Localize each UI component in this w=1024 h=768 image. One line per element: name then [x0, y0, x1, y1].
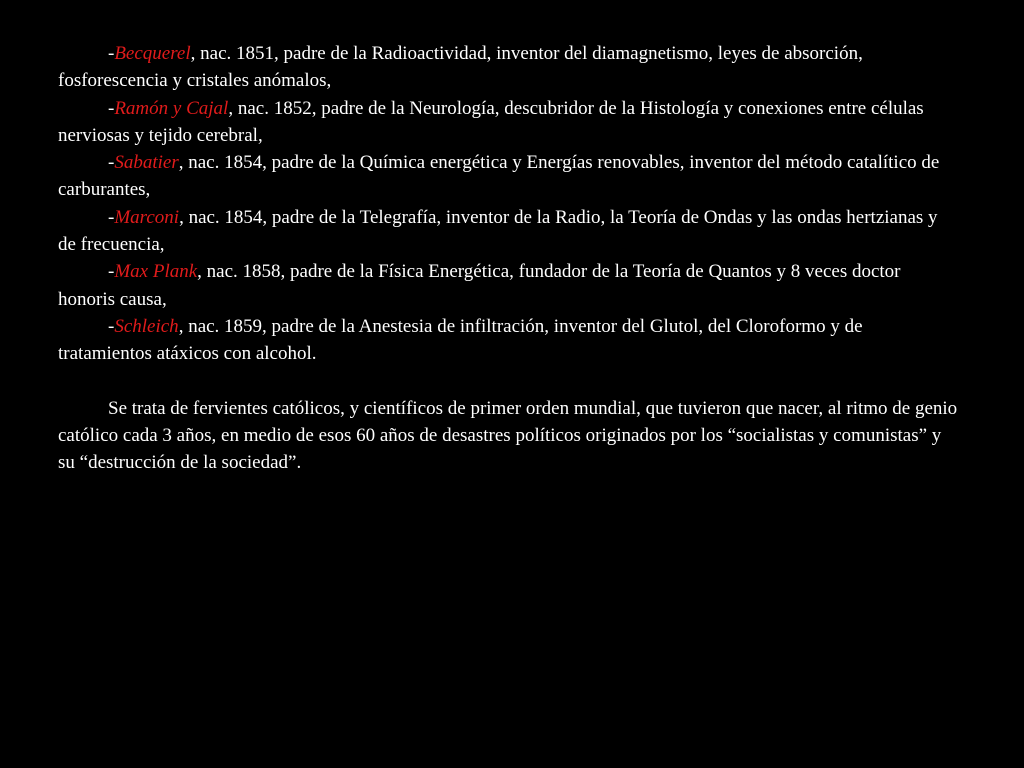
scientist-name-ramon-y-cajal: Ramón y Cajal — [114, 97, 229, 119]
entry-description: , nac. 1854, padre de la Química energética y Energías renovables, inventor del método catalítico de carburantes, — [58, 152, 940, 201]
entry-description: , nac. 1859, padre de la Anestesia de infiltración, inventor del Glutol, del Cloroformo y de tratamientos atáxicos con alcohol. — [58, 315, 863, 365]
entry-becquerel — [58, 40, 958, 95]
entry-prefix: - — [108, 206, 115, 228]
text-block — [58, 40, 958, 476]
entry-ramon-y-cajal — [58, 95, 958, 150]
entry-sabatier — [58, 149, 958, 204]
entry-prefix: - — [108, 43, 115, 64]
scientist-name-marconi: Marconi — [114, 206, 180, 228]
entry-description: , nac. 1851, padre de la Radioactividad, inventor del diamagnetismo, leyes de absorción, fosforescencia y cristales anómalos, — [58, 43, 863, 92]
entry-description: , nac. 1858, padre de la Física Energética, fundador de la Teoría de Quantos y 8 veces doctor honoris causa, — [58, 261, 901, 310]
entry-prefix: - — [108, 97, 115, 119]
scientist-name-max-plank: Max Plank — [114, 261, 198, 283]
entry-schleich — [58, 313, 958, 368]
closing-paragraph: Se trata de fervientes católicos, y científicos de primer orden mundial, que tuvieron que nacer, al ritmo de genio católico cada 3 años, en medio de esos 60 años de desastres políticos originados por los “socialistas y comunistas” y su “destrucción de la sociedad”. — [58, 397, 958, 474]
scientist-name-schleich: Schleich — [114, 315, 179, 337]
entry-prefix: - — [108, 261, 115, 283]
scientist-name-becquerel: Becquerel — [114, 43, 191, 64]
entry-max-plank — [58, 258, 958, 313]
entry-prefix: - — [108, 315, 115, 337]
entry-description: , nac. 1854, padre de la Telegrafía, inventor de la Radio, la Teoría de Ondas y las ondas hertzianas y de frecuencia, — [58, 206, 938, 256]
entry-prefix: - — [108, 152, 115, 174]
scientist-name-sabatier: Sabatier — [114, 152, 179, 174]
entry-description: , nac. 1852, padre de la Neurología, descubridor de la Histología y conexiones entre células nerviosas y tejido cerebral, — [58, 97, 924, 146]
entry-marconi — [58, 204, 958, 259]
